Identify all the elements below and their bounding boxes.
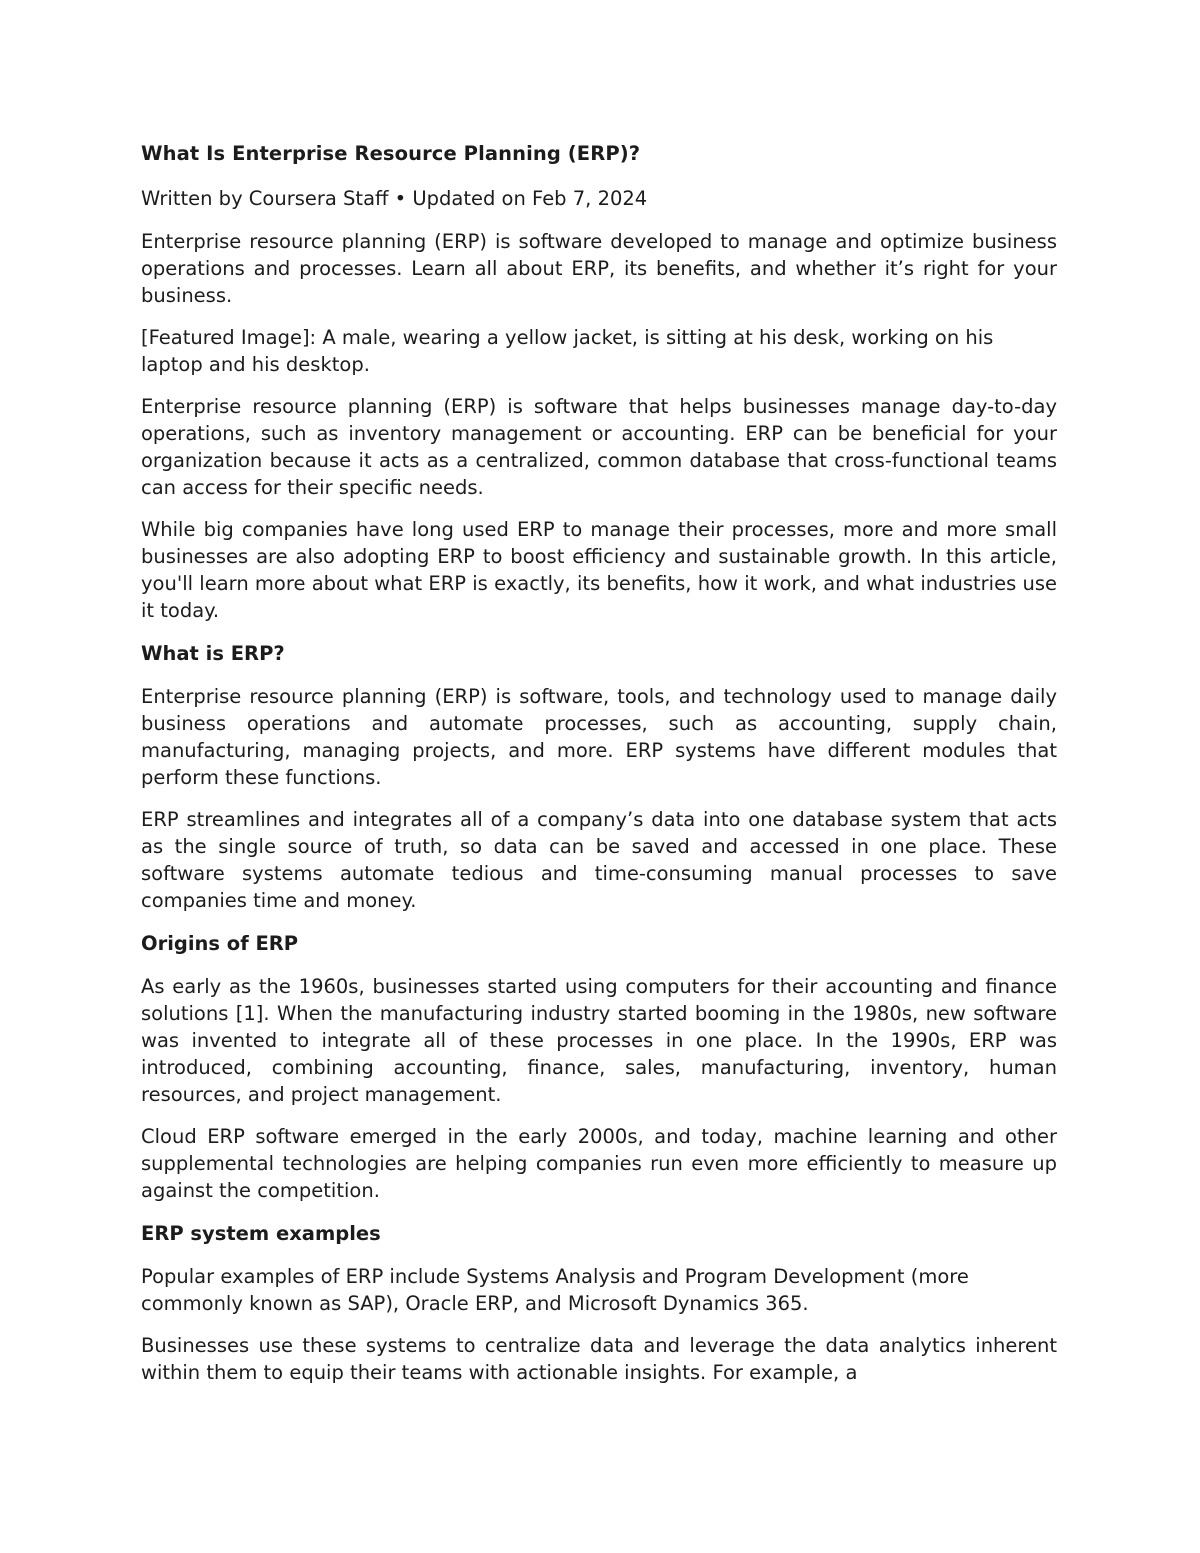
body-paragraph: Cloud ERP software emerged in the early 2000s, and today, machine learning and other supplemental technologies are helping companies run even more efficiently to measure up against the competition. (141, 1125, 1057, 1202)
body-paragraph: While big companies have long used ERP to manage their processes, more and more small businesses are also adopting ERP to boost efficiency and sustainable growth. In this article, you'll learn more about what ERP is exactly, its benefits, how it work, and what industries use it today. (141, 518, 1057, 622)
body-paragraph: As early as the 1960s, businesses started using computers for their accounting and finance solutions [1]. When the manufacturing industry started booming in the 1980s, new software was invented to integrate all of these processes in one place. In the 1990s, ERP was introduced, combining accounting, finance, sales, manufacturing, inventory, human resources, and project management. (141, 975, 1057, 1106)
article-byline: Written by Coursera Staff • Updated on Feb 7, 2024 (141, 187, 648, 210)
section-heading-what-is-erp: What is ERP? (141, 642, 285, 665)
intro-paragraph: Enterprise resource planning (ERP) is software developed to manage and optimize business operations and processes. Learn all about ERP, its benefits, and whether it’s right for your business. (141, 230, 1057, 307)
body-paragraph: Enterprise resource planning (ERP) is software that helps businesses manage day-to-day operations, such as inventory management or accounting. ERP can be beneficial for your organization because it acts as a centralized, common database that cross-functional teams can access for their specific needs. (141, 395, 1057, 499)
article-title: What Is Enterprise Resource Planning (ERP)? (141, 142, 641, 165)
body-paragraph: ERP streamlines and integrates all of a company’s data into one database system that acts as the single source of truth, so data can be saved and accessed in one place. These software systems automate tedious and time-consuming manual processes to save companies time and money. (141, 808, 1057, 912)
section-heading-origins: Origins of ERP (141, 932, 299, 955)
body-paragraph: Enterprise resource planning (ERP) is software, tools, and technology used to manage daily business operations and automate processes, such as accounting, supply chain, manufacturing, managing projects, and more. ERP systems have different modules that perform these functions. (141, 685, 1057, 789)
body-paragraph: Businesses use these systems to centralize data and leverage the data analytics inherent within them to equip their teams with actionable insights. For example, a (141, 1334, 1057, 1384)
document-page (141, 138, 1057, 1401)
featured-image-caption: [Featured Image]: A male, wearing a yellow jacket, is sitting at his desk, working on his laptop and his desktop. (141, 326, 994, 376)
section-heading-examples: ERP system examples (141, 1222, 381, 1245)
body-paragraph: Popular examples of ERP include Systems Analysis and Program Development (more commonly known as SAP), Oracle ERP, and Microsoft Dynamics 365. (141, 1265, 969, 1315)
